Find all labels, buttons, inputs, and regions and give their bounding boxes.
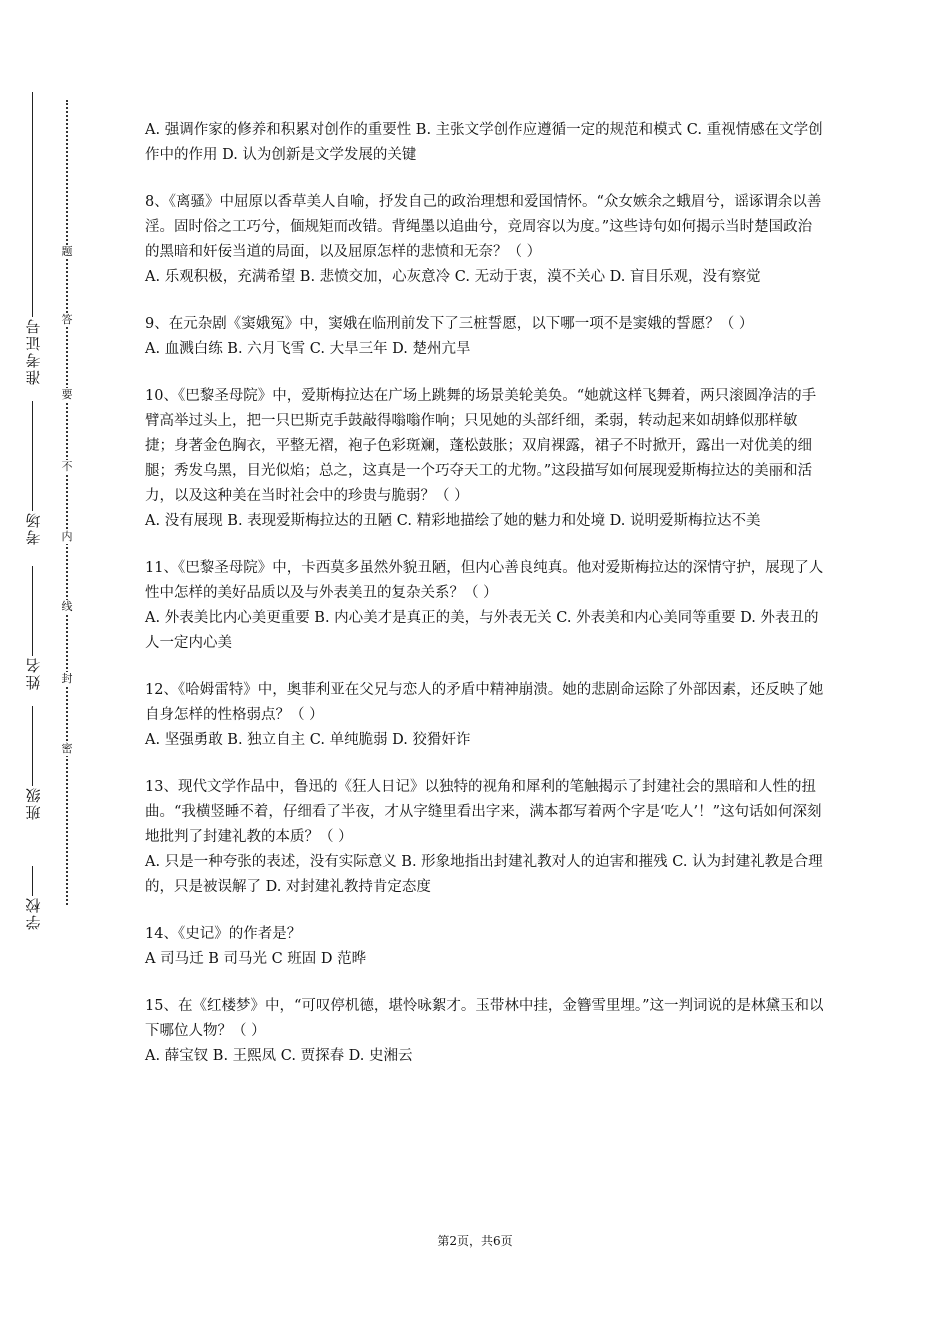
question-options: A. 没有展现 B. 表现爱斯梅拉达的丑陋 C. 精彩地描绘了她的魅力和处境 D. 说明爱斯梅拉达不美 — [145, 513, 761, 529]
question-options: A. 血溅白练 B. 六月飞雪 C. 大旱三年 D. 楚州亢旱 — [145, 341, 471, 357]
seal-char: 要 — [61, 388, 73, 401]
question-options: A. 强调作家的修养和积累对创作的重要性 B. 主张文学创作应遵循一定的规范和模式 C. 重视情感在文学创作中的作用 D. 认为创新是文学发展的关键 — [145, 122, 823, 163]
seal-char: 线 — [61, 600, 73, 613]
field-label: 姓名 — [24, 656, 43, 690]
question-stem: 14、《史记》的作者是？ — [145, 926, 302, 942]
field-exam-number[interactable] — [18, 85, 48, 385]
question-stem: 8、《离骚》中屈原以香草美人自喻，抒发自己的政治理想和爱国情怀。“众女嫉余之蛾眉兮，谣诼谓余以善淫。固时俗之工巧兮，偭规矩而改错。背绳墨以追曲兮，竞周容以为度。”这些诗句如何揭示当时楚国政治的黑暗和奸佞当道的局面，以及屈原怎样的悲愤和无奈？（ ） — [145, 194, 822, 260]
question-13 — [145, 775, 825, 900]
field-class[interactable] — [18, 700, 48, 820]
question-12 — [145, 678, 825, 753]
question-14 — [145, 922, 825, 972]
question-8 — [145, 190, 825, 290]
seal-char: 封 — [61, 672, 73, 685]
question-options: A. 薛宝钗 B. 王熙凤 C. 贾探春 D. 史湘云 — [145, 1048, 413, 1064]
field-label: 班级 — [24, 786, 43, 820]
field-school[interactable] — [18, 860, 48, 930]
question-9 — [145, 312, 825, 362]
question-stem: 13、现代文学作品中，鲁迅的《狂人日记》以独特的视角和犀利的笔触揭示了封建社会的黑暗和人性的扭曲。“我横竖睡不着，仔细看了半夜，才从字缝里看出字来，满本都写着两个字是‘吃人’！”这句话如何深刻地批判了封建礼教的本质？（ ） — [145, 779, 822, 845]
question-options: A. 外表美比内心美更重要 B. 内心美才是真正的美，与外表无关 C. 外表美和内心美同等重要 D. 外表丑的人一定内心美 — [145, 610, 819, 651]
question-stem: 15、在《红楼梦》中，“可叹停机德，堪怜咏絮才。玉带林中挂，金簪雪里埋。”这一判词说的是林黛玉和以下哪位人物？（ ） — [145, 998, 824, 1039]
page-number: 第2页，共6页 — [437, 1234, 513, 1248]
binding-margin — [0, 0, 120, 1344]
question-options: A. 乐观积极，充满希望 B. 悲愤交加，心灰意冷 C. 无动于衷，漠不关心 D. 盲目乐观，没有察觉 — [145, 269, 761, 285]
question-11 — [145, 556, 825, 656]
question-stem: 12、《哈姆雷特》中，奥菲利亚在父兄与恋人的矛盾中精神崩溃。她的悲剧命运除了外部因素，还反映了她自身怎样的性格弱点？（ ） — [145, 682, 824, 723]
seal-char: 不 — [61, 460, 73, 473]
field-exam-room[interactable] — [18, 395, 48, 545]
seal-line — [66, 100, 68, 905]
question-options: A. 坚强勇敢 B. 独立自主 C. 单纯脆弱 D. 狡猾奸诈 — [145, 732, 471, 748]
question-10 — [145, 384, 825, 534]
question-15 — [145, 994, 825, 1069]
question-block — [145, 118, 825, 168]
field-label: 准考证号 — [24, 317, 43, 385]
field-label: 考场 — [24, 511, 43, 545]
field-name[interactable] — [18, 560, 48, 690]
field-label: 学校 — [24, 896, 43, 930]
seal-char: 答 — [61, 313, 73, 326]
question-options: A. 只是一种夸张的表述，没有实际意义 B. 形象地指出封建礼教对人的迫害和摧残 C. 认为封建礼教是合理的，只是被误解了 D. 对封建礼教持肯定态度 — [145, 854, 823, 895]
question-list — [145, 118, 825, 1091]
seal-char: 内 — [61, 530, 73, 543]
seal-char: 题 — [61, 245, 73, 258]
question-options: A 司马迁 B 司马光 C 班固 D 范晔 — [145, 951, 367, 967]
question-stem: 9、在元杂剧《窦娥冤》中，窦娥在临刑前发下了三桩誓愿，以下哪一项不是窦娥的誓愿？（ ） — [145, 316, 754, 332]
seal-char: 密 — [61, 742, 73, 755]
question-stem: 10、《巴黎圣母院》中，爱斯梅拉达在广场上跳舞的场景美轮美奂。“她就这样飞舞着，两只滚圆净洁的手臂高举过头上，把一只巴斯克手鼓敲得嗡嗡作响；只见她的头部纤细，柔弱，转动起来如胡蜂似那样敏捷；身著金色胸衣，平整无褶，袍子色彩斑斓，蓬松鼓胀；双肩裸露，裙子不时掀开，露出一对优美的细腿；秀发乌黑，目光似焰；总之，这真是一个巧夺天工的尤物。”这段描写如何展现爱斯梅拉达的美丽和活力，以及这种美在当时社会中的珍贵与脆弱？（ ） — [145, 388, 817, 504]
question-stem: 11、《巴黎圣母院》中，卡西莫多虽然外貌丑陋，但内心善良纯真。他对爱斯梅拉达的深情守护，展现了人性中怎样的美好品质以及与外表美丑的复杂关系？（ ） — [145, 560, 824, 601]
